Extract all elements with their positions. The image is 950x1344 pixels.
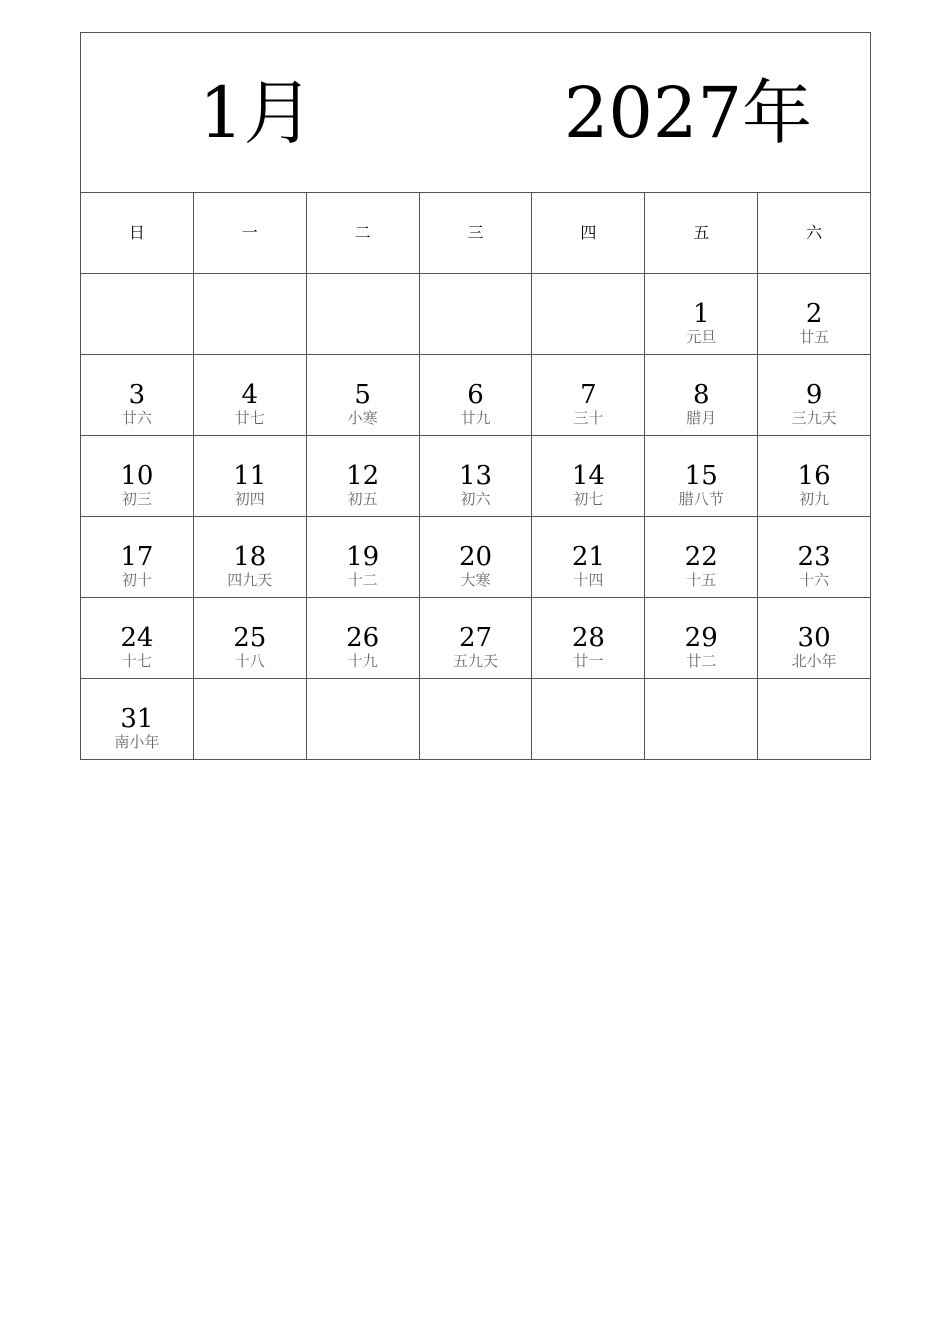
day-cell[interactable] xyxy=(81,436,194,517)
day-cell[interactable] xyxy=(307,436,420,517)
day-cell xyxy=(194,679,307,760)
weeks-container xyxy=(81,274,871,760)
day-number: 29 xyxy=(684,623,718,653)
calendar-grid xyxy=(80,32,871,760)
weekday-cell-mon xyxy=(194,193,307,274)
day-cell[interactable] xyxy=(81,598,194,679)
weekday-label: 六 xyxy=(806,223,823,242)
day-cell[interactable] xyxy=(532,517,645,598)
lunar-date: 初九 xyxy=(799,490,830,508)
day-cell xyxy=(532,679,645,760)
lunar-date: 十六 xyxy=(799,571,830,589)
lunar-date: 廿七 xyxy=(234,409,265,427)
day-cell[interactable] xyxy=(420,598,533,679)
day-cell xyxy=(194,274,307,355)
weekday-label: 一 xyxy=(241,223,258,242)
day-cell[interactable] xyxy=(758,598,871,679)
day-cell[interactable] xyxy=(758,517,871,598)
day-number: 16 xyxy=(797,461,831,491)
weekday-cell-wed xyxy=(420,193,533,274)
day-number: 20 xyxy=(458,542,493,572)
day-cell[interactable] xyxy=(532,598,645,679)
weekday-label: 二 xyxy=(354,223,371,242)
week-row xyxy=(81,598,871,679)
day-cell xyxy=(420,679,533,760)
week-row xyxy=(81,274,871,355)
day-cell xyxy=(645,679,758,760)
weekday-row xyxy=(81,193,871,274)
day-number: 24 xyxy=(120,623,154,653)
weekday-label: 四 xyxy=(580,223,597,242)
lunar-date: 廿六 xyxy=(121,409,152,427)
day-number: 26 xyxy=(346,623,380,653)
day-cell[interactable] xyxy=(307,598,420,679)
day-number: 19 xyxy=(346,542,380,572)
day-number: 17 xyxy=(120,542,154,572)
day-cell[interactable] xyxy=(307,517,420,598)
day-number: 23 xyxy=(797,542,831,572)
day-cell[interactable] xyxy=(645,517,758,598)
day-cell[interactable] xyxy=(645,598,758,679)
day-cell[interactable] xyxy=(194,355,307,436)
day-cell[interactable] xyxy=(194,517,307,598)
day-cell[interactable] xyxy=(645,274,758,355)
day-cell xyxy=(81,274,194,355)
day-number: 3 xyxy=(128,380,146,410)
lunar-date: 廿一 xyxy=(573,652,604,670)
day-number: 25 xyxy=(233,623,267,653)
day-number: 13 xyxy=(458,461,493,491)
weekday-label: 三 xyxy=(467,223,484,242)
weekday-cell-thu xyxy=(532,193,645,274)
day-cell[interactable] xyxy=(758,436,871,517)
day-cell[interactable] xyxy=(532,436,645,517)
day-cell[interactable] xyxy=(420,355,533,436)
lunar-date: 南小年 xyxy=(114,733,160,751)
lunar-date: 初三 xyxy=(121,490,152,508)
day-number: 28 xyxy=(571,623,605,653)
day-number: 5 xyxy=(354,380,371,410)
lunar-date: 北小年 xyxy=(791,652,837,670)
day-cell[interactable] xyxy=(420,517,533,598)
week-row xyxy=(81,355,871,436)
lunar-date: 十八 xyxy=(234,652,265,670)
day-cell[interactable] xyxy=(81,517,194,598)
weekday-cell-sun xyxy=(81,193,194,274)
week-row xyxy=(81,436,871,517)
day-cell xyxy=(307,274,420,355)
lunar-date: 初五 xyxy=(347,490,378,508)
lunar-date: 腊八节 xyxy=(678,490,724,508)
lunar-date: 十七 xyxy=(121,652,152,670)
lunar-date: 十五 xyxy=(686,571,717,589)
day-number: 4 xyxy=(241,380,259,410)
day-number: 8 xyxy=(692,380,710,410)
day-number: 15 xyxy=(684,461,718,491)
weekday-label: 日 xyxy=(128,223,145,242)
day-number: 9 xyxy=(805,380,823,410)
year-title: 2027年 xyxy=(563,72,812,154)
day-number: 6 xyxy=(467,380,484,410)
lunar-date: 十四 xyxy=(573,571,604,589)
lunar-date: 初十 xyxy=(121,571,152,589)
day-number: 12 xyxy=(346,461,380,491)
day-cell[interactable] xyxy=(81,679,194,760)
weekday-cell-fri xyxy=(645,193,758,274)
day-cell[interactable] xyxy=(194,436,307,517)
lunar-date: 廿九 xyxy=(460,409,491,427)
lunar-date: 五九天 xyxy=(453,652,499,670)
day-cell[interactable] xyxy=(420,436,533,517)
day-cell[interactable] xyxy=(307,355,420,436)
lunar-date: 初七 xyxy=(573,490,604,508)
day-number: 30 xyxy=(797,623,831,653)
weekday-label: 五 xyxy=(693,223,710,242)
day-cell[interactable] xyxy=(532,355,645,436)
day-number: 31 xyxy=(120,704,154,734)
lunar-date: 大寒 xyxy=(460,571,491,589)
week-row xyxy=(81,679,871,760)
day-cell xyxy=(420,274,533,355)
day-cell[interactable] xyxy=(194,598,307,679)
lunar-date: 廿五 xyxy=(799,328,830,346)
week-row xyxy=(81,517,871,598)
calendar-header xyxy=(81,33,871,193)
day-number: 22 xyxy=(684,542,718,572)
day-number: 11 xyxy=(233,461,267,491)
lunar-date: 十二 xyxy=(347,571,378,589)
day-cell xyxy=(758,679,871,760)
lunar-date: 十九 xyxy=(347,652,378,670)
lunar-date: 腊月 xyxy=(686,409,717,427)
day-cell xyxy=(307,679,420,760)
lunar-date: 元旦 xyxy=(686,328,717,346)
lunar-date: 小寒 xyxy=(347,409,378,427)
lunar-date: 廿二 xyxy=(686,652,717,670)
month-title: 1月 xyxy=(199,72,314,154)
day-cell[interactable] xyxy=(758,355,871,436)
day-number: 7 xyxy=(580,380,597,410)
day-number: 10 xyxy=(120,461,154,491)
day-number: 21 xyxy=(571,542,605,572)
lunar-date: 四九天 xyxy=(227,571,273,589)
day-cell[interactable] xyxy=(645,355,758,436)
day-number: 2 xyxy=(805,299,823,329)
day-cell xyxy=(532,274,645,355)
weekday-cell-tue xyxy=(307,193,420,274)
lunar-date: 三十 xyxy=(573,409,604,427)
weekday-cell-sat xyxy=(758,193,871,274)
day-cell[interactable] xyxy=(81,355,194,436)
day-cell[interactable] xyxy=(645,436,758,517)
day-number: 18 xyxy=(233,542,267,572)
day-cell[interactable] xyxy=(758,274,871,355)
day-number: 1 xyxy=(692,299,710,329)
day-number: 14 xyxy=(571,461,605,491)
lunar-date: 初四 xyxy=(234,490,265,508)
lunar-date: 初六 xyxy=(460,490,491,508)
lunar-date: 三九天 xyxy=(791,409,837,427)
day-number: 27 xyxy=(458,623,493,653)
